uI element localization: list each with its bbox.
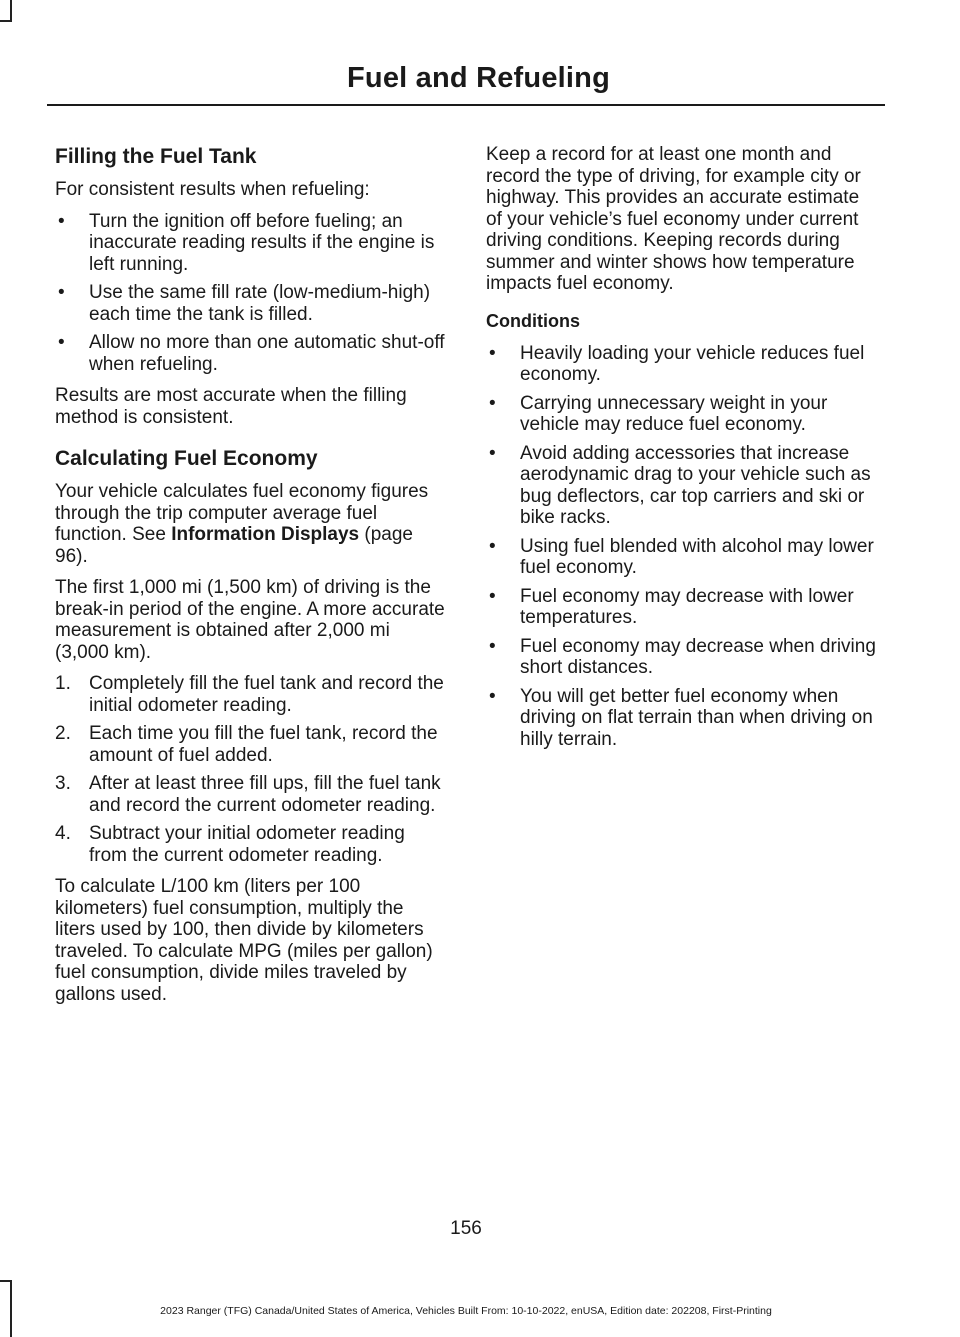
- step-text: Subtract your initial odometer reading from the current odometer reading.: [89, 823, 405, 866]
- calculating-p1-page-ref: (page 96).: [55, 524, 413, 567]
- left-column: [55, 144, 447, 1015]
- filling-intro: For consistent results when refueling:: [55, 179, 370, 200]
- calculating-heading: Calculating Fuel Economy: [55, 447, 318, 470]
- list-item: [486, 536, 880, 579]
- list-item: [55, 211, 447, 276]
- list-item: [486, 636, 880, 679]
- step-text: After at least three fill ups, fill the fuel tank and record the current odometer reading.: [89, 773, 441, 816]
- conditions-bullet-list: [486, 343, 880, 751]
- list-item: [55, 723, 447, 766]
- bullet-icon: •: [489, 585, 496, 607]
- page-title: Fuel and Refueling: [347, 62, 610, 94]
- step-text: Each time you fill the fuel tank, record the amount of fuel added.: [89, 723, 438, 766]
- crop-mark-bottom-left-horizontal: [0, 1280, 12, 1282]
- bullet-icon: •: [58, 282, 65, 303]
- list-item-text: Fuel economy may decrease when driving short distances.: [520, 635, 876, 678]
- list-item: [55, 823, 447, 866]
- step-text: Completely fill the fuel tank and record the initial odometer reading.: [89, 673, 444, 716]
- step-number: 1.: [55, 673, 71, 694]
- filling-bullet-list: [55, 211, 447, 376]
- bullet-icon: •: [58, 332, 65, 353]
- list-item-text: Carrying unnecessary weight in your vehicle may reduce fuel economy.: [520, 392, 828, 435]
- calculating-step-list: [55, 673, 447, 866]
- bullet-icon: •: [58, 210, 65, 232]
- bullet-icon: •: [489, 442, 496, 464]
- bullet-icon: •: [489, 635, 496, 657]
- list-item: [486, 343, 880, 386]
- list-item-text: Use the same fill rate (low-medium-high) each time the tank is filled.: [89, 282, 431, 325]
- list-item: [55, 673, 447, 716]
- calculating-paragraph-1: [55, 481, 447, 567]
- list-item-text: Heavily loading your vehicle reduces fuel economy.: [520, 342, 865, 385]
- step-number: 2.: [55, 723, 71, 744]
- list-item-text: Turn the ignition off before fueling; an inaccurate reading results if the engine is left running.: [89, 210, 435, 275]
- calculating-paragraph-3: To calculate L/100 km (liters per 100 kilometers) fuel consumption, multiply the liters used by 100, then divide by kilometers traveled. To calculate MPG (miles per gallon) fuel consumption, divide miles traveled by gallons used.: [55, 876, 433, 1005]
- step-number: 3.: [55, 773, 71, 794]
- list-item-text: Fuel economy may decrease with lower temperatures.: [520, 585, 854, 628]
- information-displays-link[interactable]: Information Displays: [171, 524, 360, 545]
- bullet-icon: •: [489, 535, 496, 557]
- list-item-text: Using fuel blended with alcohol may lower fuel economy.: [520, 535, 874, 578]
- list-item-text: Avoid adding accessories that increase aerodynamic drag to your vehicle such as bug deflectors, car top carriers and ski or bike racks.: [520, 442, 871, 528]
- list-item: [486, 586, 880, 629]
- list-item: [55, 773, 447, 816]
- list-item: [486, 686, 880, 751]
- header-rule: [47, 104, 885, 106]
- calculating-paragraph-2: The first 1,000 mi (1,500 km) of driving is the break-in period of the engine. A more accurate measurement is obtained after 2,000 mi (3,000 km).: [55, 577, 445, 663]
- page-number: 156: [450, 1218, 482, 1239]
- calculating-p1-text: Your vehicle calculates fuel economy figures through the trip computer average fuel function. See: [55, 481, 429, 545]
- filling-heading: Filling the Fuel Tank: [55, 145, 257, 168]
- right-column: [486, 144, 880, 760]
- list-item: [55, 282, 447, 325]
- list-item: [486, 443, 880, 529]
- step-number: 4.: [55, 823, 71, 844]
- list-item-text: Allow no more than one automatic shut-off when refueling.: [89, 332, 445, 375]
- list-item-text: You will get better fuel economy when driving on flat terrain than when driving on hilly terrain.: [520, 685, 873, 750]
- edition-footer: 2023 Ranger (TFG) Canada/United States of America, Vehicles Built From: 10-10-2022, enUSA, Edition date: 202208, First-Printing: [160, 1305, 772, 1317]
- crop-mark-top-left-horizontal: [0, 20, 12, 22]
- list-item: [55, 332, 447, 375]
- record-paragraph: Keep a record for at least one month and record the type of driving, for example city or highway. This provides an accurate estimate of your vehicle’s fuel economy under current driving conditions. Keeping records during summer and winter shows how temperature impacts fuel economy.: [486, 144, 861, 294]
- crop-mark-top-left-vertical: [10, 0, 12, 22]
- list-item: [486, 393, 880, 436]
- bullet-icon: •: [489, 342, 496, 364]
- bullet-icon: •: [489, 392, 496, 414]
- bullet-icon: •: [489, 685, 496, 707]
- filling-results: Results are most accurate when the filling method is consistent.: [55, 385, 407, 428]
- conditions-heading: Conditions: [486, 310, 580, 331]
